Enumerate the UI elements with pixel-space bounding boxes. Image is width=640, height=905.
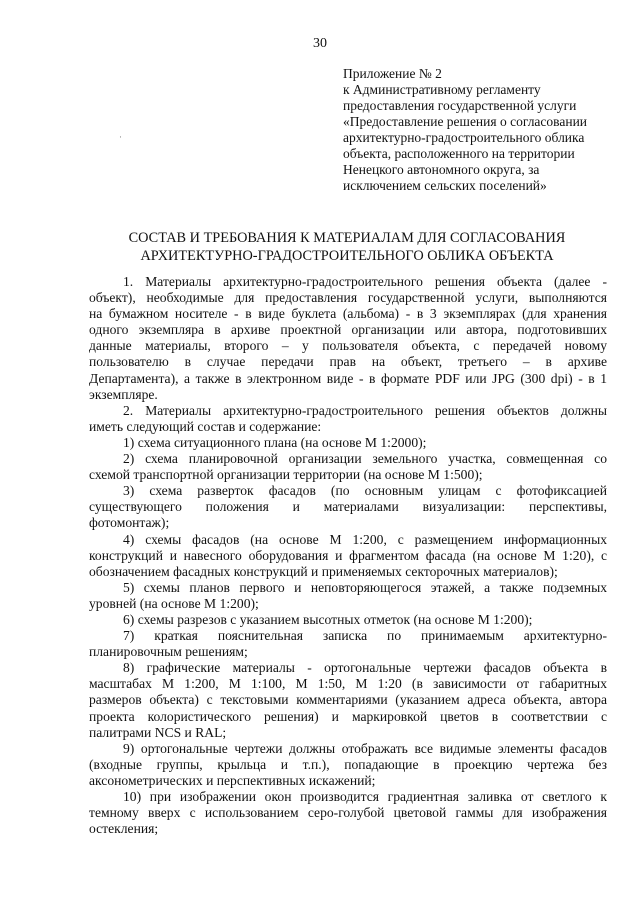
paragraph-line: масштабах М 1:200, М 1:100, М 1:50, М 1:20 (в зависимости от габаритных <box>89 676 607 692</box>
appendix-line: архитектурно-градостроительного облика <box>343 130 585 145</box>
paragraph <box>89 403 607 435</box>
paragraph-line: размеров объекта) с текстовыми комментариями (указанием адреса объекта, автора <box>89 692 607 708</box>
paragraph-line: 2. Материалы архитектурно-градостроительного решения объектов должны <box>123 402 607 418</box>
paragraph-line: 6) схемы разрезов с указанием высотных отметок (на основе М 1:200); <box>123 611 533 627</box>
appendix-line: «Предоставление решения о согласовании <box>343 114 588 129</box>
appendix-line: Приложение № 2 <box>343 66 442 81</box>
paragraph <box>89 451 607 483</box>
appendix-line: объекта, расположенного на территории <box>343 146 575 161</box>
paragraph-line: палитрами NCS и RAL; <box>89 724 227 740</box>
paragraph-line: темному вверх с использованием серо-голубой цветовой гаммы для изображения <box>89 805 607 821</box>
paragraph-line: Департамента), а также в электронном виде - в формате PDF или JPG (300 dpi) - в 1 <box>89 370 607 386</box>
paragraph <box>89 741 607 789</box>
appendix-line: предоставления государственной услуги <box>343 98 577 113</box>
paragraph-line: аксонометрических и перспективных искажений; <box>89 772 376 788</box>
paragraph-line: фотомонтаж); <box>89 515 170 531</box>
paragraph-line: иметь следующий состав и содержание: <box>89 418 322 434</box>
paragraph-line: существующего положения и материалами визуализации: перспективы, <box>89 499 607 515</box>
paragraph-line: 3) схема разверток фасадов (по основным улицам с фотофиксацией <box>123 483 607 499</box>
paragraph-line: 4) схемы фасадов (на основе М 1:200, с размещением информационных <box>123 531 607 547</box>
paragraph <box>89 483 607 531</box>
paragraph-line: 1) схема ситуационного плана (на основе М 1:2000); <box>123 434 427 450</box>
margin-mark: · <box>119 132 122 142</box>
paragraph-line: уровней (на основе М 1:200); <box>89 595 259 611</box>
title-line: АРХИТЕКТУРНО-ГРАДОСТРОИТЕЛЬНОГО ОБЛИКА ОБЪЕКТА <box>140 248 554 264</box>
paragraph-line: одного экземпляра в архиве проектной организации или автора, подготовивших <box>89 322 607 338</box>
paragraph-line: 5) схемы планов первого и неповторяющегося этажей, а также подземных <box>123 579 607 595</box>
paragraph-line: остекления; <box>89 821 159 837</box>
paragraph-line: экземпляре. <box>89 386 158 402</box>
paragraph-line: пользователю в случае передачи прав на объект, третьего – в архиве <box>89 354 607 370</box>
paragraph-line: объект), необходимые для предоставления государственной услуги, выполняются <box>89 290 607 306</box>
paragraph-line: конструкций и навесного оборудования и фрагментом фасада (на основе М 1:20), с <box>89 547 607 563</box>
paragraph-line: 7) краткая пояснительная записка по принимаемым архитектурно- <box>123 628 607 644</box>
document-title <box>92 229 602 265</box>
paragraph-line: 9) ортогональные чертежи должны отображать все видимые элементы фасадов <box>123 740 607 756</box>
paragraph-line: обозначением фасадных конструкций и применяемых секторочных материалов); <box>89 563 558 579</box>
paragraph <box>89 660 607 740</box>
paragraph-line: 8) графические материалы - ортогональные чертежи фасадов объекта в <box>123 660 607 676</box>
paragraph <box>89 628 607 660</box>
paragraph-line: планировочным решениям; <box>89 644 248 660</box>
paragraph-line: схемой транспортной организации территории (на основе М 1:500); <box>89 467 483 483</box>
paragraph-line: проекта колористического решения) и маркировкой цветов в соответствии с <box>89 708 607 724</box>
appendix-header <box>343 66 613 194</box>
title-line: СОСТАВ И ТРЕБОВАНИЯ К МАТЕРИАЛАМ ДЛЯ СОГЛАСОВАНИЯ <box>128 230 566 246</box>
document-body <box>89 274 607 837</box>
paragraph-line: 10) при изображении окон производится градиентная заливка от светлого к <box>123 789 607 804</box>
paragraph <box>89 789 607 837</box>
paragraph-line: 1. Материалы архитектурно-градостроительного решения объекта (далее - <box>123 274 607 289</box>
paragraph <box>89 435 607 451</box>
paragraph <box>89 274 607 403</box>
paragraph-line: данные материалы, второго – у пользователя объекта, с передачей новому <box>89 338 607 354</box>
paragraph-line: (входные группы, крыльца и т.п.), попадающие в проекцию чертежа без <box>89 756 607 772</box>
appendix-line: к Административному регламенту <box>343 82 541 97</box>
appendix-line: Ненецкого автономного округа, за <box>343 162 540 177</box>
appendix-line: исключением сельских поселений» <box>343 178 547 193</box>
paragraph-line: на бумажном носителе - в виде буклета (альбома) - в 3 экземплярах (для хранения <box>89 306 607 322</box>
paragraph <box>89 532 607 580</box>
paragraph <box>89 580 607 612</box>
paragraph-line: 2) схема планировочной организации земельного участка, совмещенная со <box>123 451 607 467</box>
page-number: 30 <box>313 36 327 51</box>
paragraph <box>89 612 607 628</box>
